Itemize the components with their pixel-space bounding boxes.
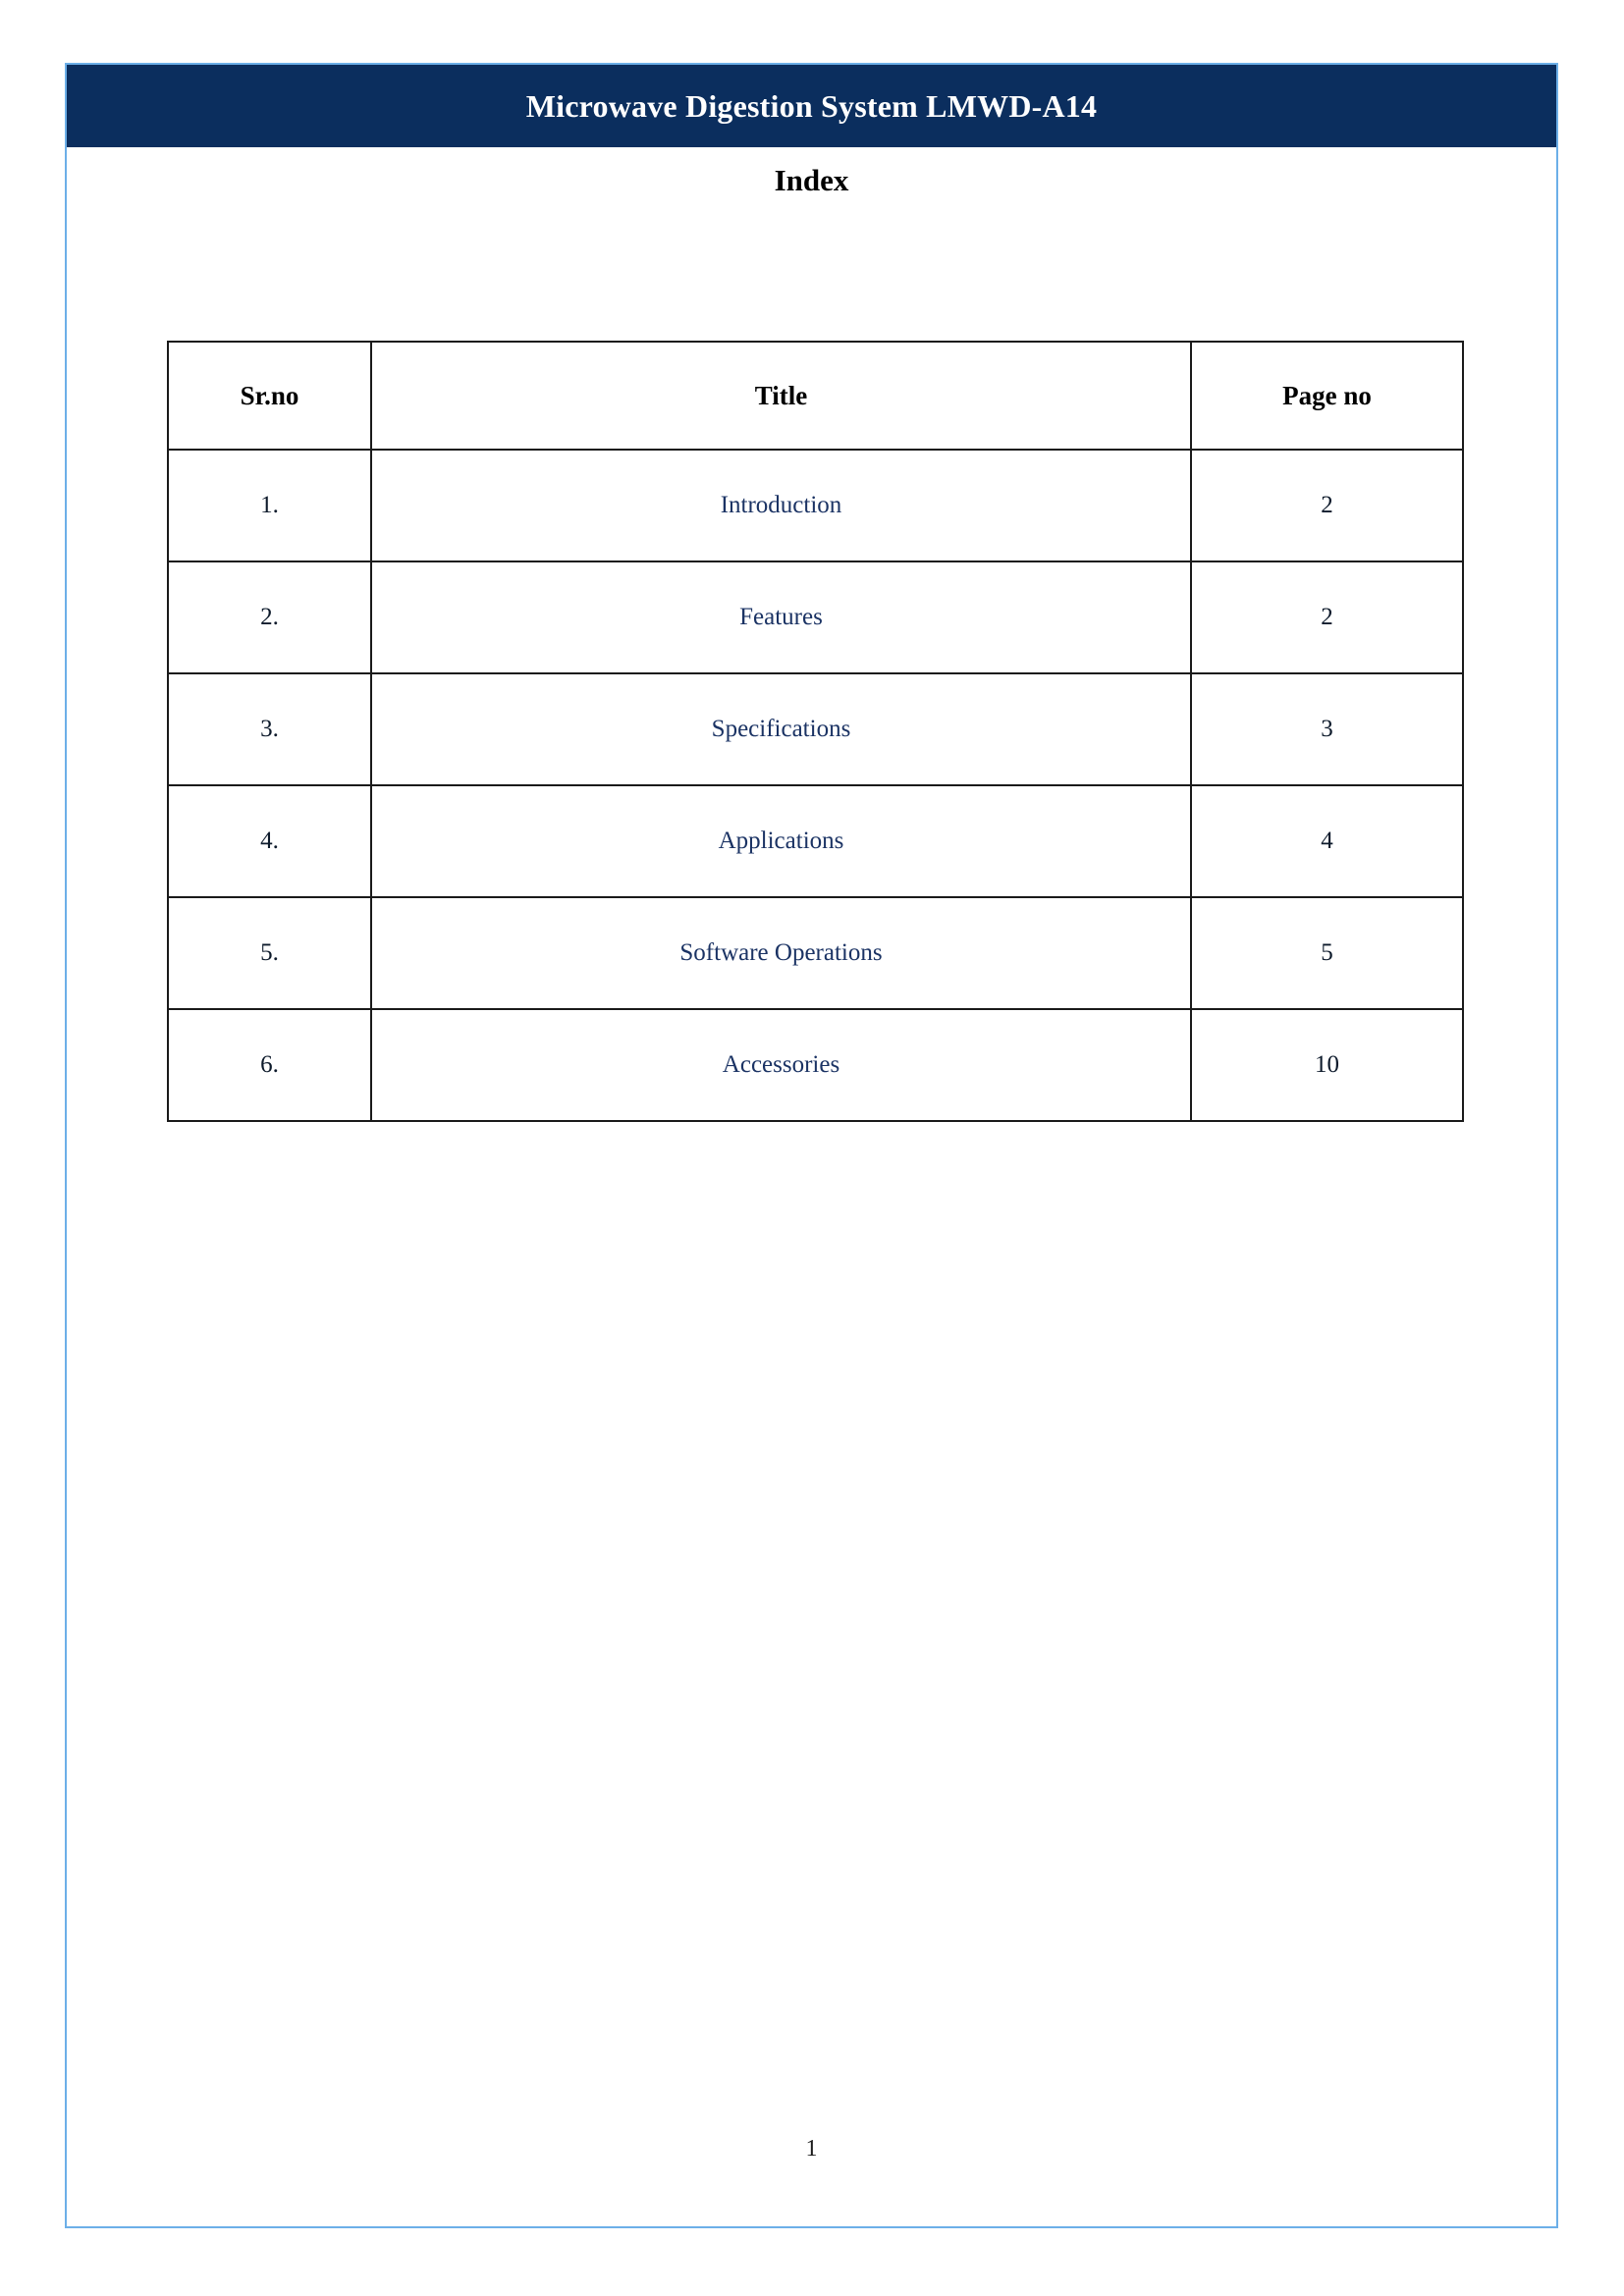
cell-title[interactable]: Specifications xyxy=(371,673,1191,785)
cell-title[interactable]: Applications xyxy=(371,785,1191,897)
cell-sr-no: 5. xyxy=(168,897,371,1009)
cell-page-no: 2 xyxy=(1191,450,1463,561)
index-table xyxy=(167,341,1464,1122)
cell-sr-no: 3. xyxy=(168,673,371,785)
column-header-page-no: Page no xyxy=(1191,342,1463,450)
cell-page-no: 2 xyxy=(1191,561,1463,673)
table-row xyxy=(168,673,1463,785)
cell-sr-no: 6. xyxy=(168,1009,371,1121)
index-heading: Index xyxy=(774,163,849,197)
cell-sr-no: 4. xyxy=(168,785,371,897)
table-row xyxy=(168,1009,1463,1121)
index-table-body xyxy=(168,450,1463,1121)
table-row xyxy=(168,785,1463,897)
document-header-banner xyxy=(67,65,1556,147)
cell-page-no: 5 xyxy=(1191,897,1463,1009)
cell-title[interactable]: Accessories xyxy=(371,1009,1191,1121)
cell-sr-no: 1. xyxy=(168,450,371,561)
cell-title[interactable]: Features xyxy=(371,561,1191,673)
index-table-container xyxy=(167,341,1462,1122)
footer-page-number: 1 xyxy=(805,2136,818,2162)
cell-title[interactable]: Introduction xyxy=(371,450,1191,561)
table-row xyxy=(168,897,1463,1009)
table-header-row xyxy=(168,342,1463,450)
index-table-header xyxy=(168,342,1463,450)
table-row xyxy=(168,450,1463,561)
cell-page-no: 3 xyxy=(1191,673,1463,785)
column-header-sr-no: Sr.no xyxy=(168,342,371,450)
table-row xyxy=(168,561,1463,673)
column-header-title: Title xyxy=(371,342,1191,450)
page-frame xyxy=(65,63,1558,2228)
cell-title[interactable]: Software Operations xyxy=(371,897,1191,1009)
cell-page-no: 4 xyxy=(1191,785,1463,897)
cell-page-no: 10 xyxy=(1191,1009,1463,1121)
document-title: Microwave Digestion System LMWD-A14 xyxy=(525,88,1098,124)
cell-sr-no: 2. xyxy=(168,561,371,673)
